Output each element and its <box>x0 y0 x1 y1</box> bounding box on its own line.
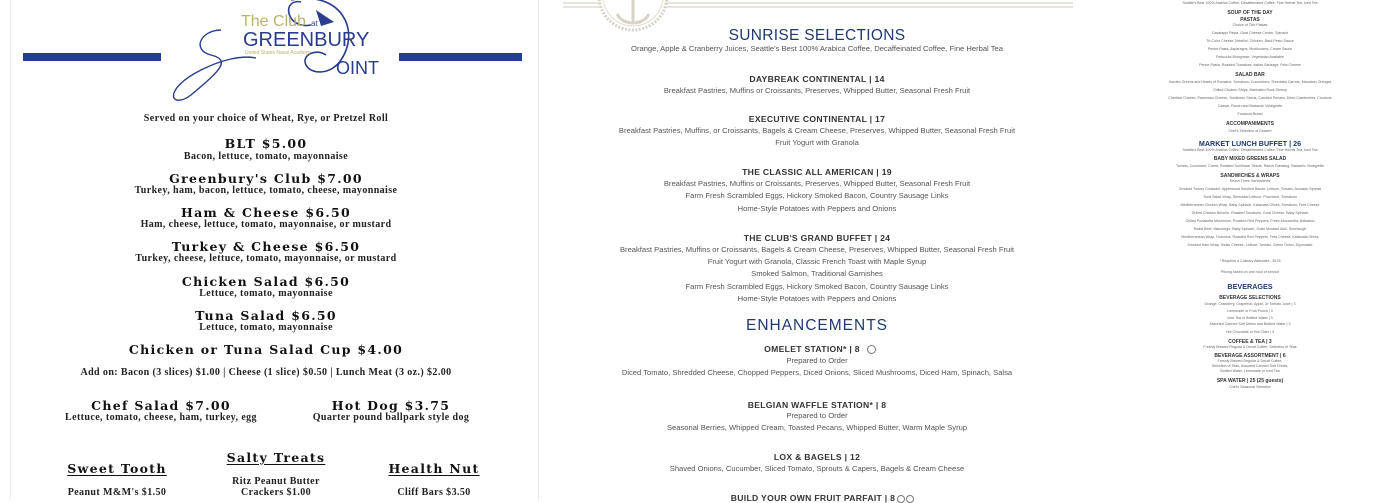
snack-item: Crackers $1.00 <box>240 487 312 498</box>
menu-heading: COFFEE & TEA | 3 <box>1228 339 1272 345</box>
svg-text:at: at <box>311 19 318 28</box>
enhancement-sub: Prepared to Order <box>786 356 848 365</box>
package-line: Smoked Salmon, Traditional Garnishes <box>751 269 883 278</box>
menu-heading: SPA WATER | 25 (25 guests) <box>1216 378 1284 384</box>
package-line: Breakfast Pastries, Muffins or Croissants, Preserves, Whipped Butter, Seasonal Fresh Fruit <box>663 86 971 95</box>
add-on-prices: Add on: Bacon (3 slices) $1.00 | Cheese (1 slice) $0.50 | Lunch Meat (3 oz.) $2.00 <box>80 367 452 378</box>
menu-line: * Requires a Culinary Attendant - $125 <box>1219 259 1281 263</box>
svg-text:The Club: The Club <box>241 13 306 30</box>
package-line: Fruit Yogurt with Granola, Classic French Toast with Maple Syrup <box>707 257 927 266</box>
svg-text:OINT: OINT <box>336 58 379 78</box>
menu-line: Caesar, Ranch and Balsamic Vinaigrette <box>1217 104 1283 108</box>
menu-heading: BABY MIXED GREENS SALAD <box>1213 156 1287 162</box>
package-name: THE CLASSIC ALL AMERICAN | 19 <box>742 167 892 177</box>
enhancement-desc: Seasonal Berries, Whipped Cream, Toasted Pecans, Whipped Butter, Warm Maple Syrup <box>666 423 968 432</box>
menu-line: Grilled Chicken Brioche, Roasted Tomatoes, Goat Cheese, Baby Spinach <box>1191 211 1309 215</box>
menu-line: Chef's Seasonal Selection <box>1229 385 1271 389</box>
package-line: Fruit Yogurt with Granola <box>775 138 859 147</box>
enhancement-name: BELGIAN WAFFLE STATION* | 8 <box>747 400 887 410</box>
menu-line: Pricing based on one hour of service <box>1220 270 1280 274</box>
menu-line: Chef's Selection of Dessert <box>1228 129 1272 133</box>
sweet-tooth-heading: Sweet Tooth <box>67 461 167 476</box>
menu-line: Cavatappi Pasta, Goat Cheese Cream, Spinach <box>1211 31 1289 35</box>
menu-line: Tri-Color Cheese Tortellini, Chicken, Basil Pesto Sauce <box>1206 39 1294 43</box>
menu-line: Seattle's Best 100% Arabica Coffee, Decaffeinated Coffee, Fine Herbal Tea, Iced Tea <box>1182 148 1318 152</box>
package-name: EXECUTIVE CONTINENTAL | 17 <box>748 114 886 124</box>
package-line: Farm Fresh Scrambled Eggs, Hickory Smoked Bacon, Country Sausage Links <box>685 191 949 200</box>
health-nut-heading: Health Nut <box>388 461 480 476</box>
menu-line: Choice of Two Pastas <box>1232 23 1268 27</box>
package-name: DAYBREAK CONTINENTAL | 14 <box>749 74 885 84</box>
menu-item-desc: Turkey, ham, bacon, lettuce, tomato, cheese, mayonnaise <box>134 185 398 196</box>
menu-line: Tuna Salad Wrap, Shredded Lettuce, Provolone, Tomatoes <box>1203 195 1297 199</box>
menu-item-desc: Lettuce, tomato, mayonnaise <box>199 288 333 299</box>
menu-heading: ACCOMPANIMENTS <box>1226 121 1274 127</box>
menu-line: Smoked Turkey Croissant, Applewood Smoked Bacon, Lettuce, Tomato, Avocado Spread <box>1179 187 1321 191</box>
menu-line: Selection of Teas, Assorted Canned Soft Drinks, <box>1211 364 1289 368</box>
menu-line: Focaccia Bread <box>1237 112 1263 116</box>
package-line: Breakfast Pastries, Muffins or Croissants, Bagels & Cream Cheese, Preserves, Whipped Butter, Seasonal Fresh Fruit <box>619 245 1015 254</box>
menu-line: Freshly Brewed Regular & Decaf Coffee, <box>1217 359 1283 363</box>
snack-item: Peanut M&M's $1.50 <box>67 487 167 498</box>
menu-line: Lemonade or Fruit Punch | 3 <box>1227 309 1273 313</box>
menu-item-name: Greenbury's Club $7.00 <box>169 171 363 186</box>
menu-line: Orange, Cranberry, Grapefruit, Apple, or Tomato Juice | 3 <box>1204 302 1296 306</box>
menu-heading: SOUP OF THE DAY <box>1227 10 1273 16</box>
menu-item-name: Ham & Cheese $6.50 <box>181 205 351 220</box>
chef-salad-name: Chef Salad $7.00 <box>91 398 231 413</box>
menu-line: Assorted Canned Soft Drinks and Bottled Water | 3 <box>1209 322 1291 326</box>
menu-item-desc: Ham, cheese, lettuce, tomato, mayonnaise, or mustard <box>140 219 392 230</box>
menu-line: Bottled Water, Lemonade or Iced Tea <box>1220 369 1280 373</box>
menu-item-name: Chicken Salad $6.50 <box>181 274 351 289</box>
chef-salad-desc: Lettuce, tomato, cheese, ham, turkey, egg <box>65 412 257 423</box>
snack-item: Cliff Bars $3.50 <box>397 487 471 498</box>
section-title-enhancements: ENHANCEMENTS <box>745 317 889 334</box>
enhancement-desc: Diced Tomato, Shredded Cheese, Chopped Peppers, Diced Onions, Sliced Mushrooms, Diced Ham, Spinach, Salsa <box>621 368 1013 377</box>
lunch-buffet-page <box>1100 0 1400 500</box>
menu-line: Penne Pasta, Roasted Tomatoes, Italian Sausage, Feta Cheese <box>1199 63 1301 67</box>
menu-heading: PASTAS <box>1240 17 1260 23</box>
menu-line: Select Three Sandwiches <box>1229 179 1271 183</box>
lunch-menu-page <box>10 0 539 500</box>
menu-line: Iced Tea or Bottled Water | 3 <box>1227 316 1273 320</box>
menu-item-desc: Lettuce, tomato, mayonnaise <box>199 322 333 333</box>
menu-line: Tomato, Cucumber, Carrot, Roasted Sunflower Seeds, Ranch Dressing, Balsamic Vinaigrette <box>1176 164 1324 168</box>
menu-line: Smoked Ham Wrap, Swiss Cheese, Lettuce, Tomato, Green Onion, Dijonnaise <box>1187 243 1313 247</box>
menu-item-name: Chicken or Tuna Salad Cup $4.00 <box>128 342 404 357</box>
menu-heading: SANDWICHES & WRAPS <box>1220 173 1280 179</box>
menu-line: Mediterranean Chicken Wrap, Baby Spinach, Kalamata Olives, Tomatoes, Feta Cheese <box>1180 203 1320 207</box>
menu-line: Penne Pasta, Asparagus, Mushrooms, Cream Sauce <box>1207 47 1293 51</box>
menu-heading: BEVERAGE ASSORTMENT | 6 <box>1214 353 1286 359</box>
menu-line: Cheddar Cheese, Parmesan Cheese, Sunflower Seeds, Candied Pecans, Dried Cranberries, Croutons <box>1168 96 1332 100</box>
bread-choice-note: Served on your choice of Wheat, Rye, or Pretzel Roll <box>143 113 389 124</box>
section-title-sunrise: SUNRISE SELECTIONS <box>728 27 906 44</box>
package-line: Farm Fresh Scrambled Eggs, Hickory Smoked Bacon, Country Sausage Links <box>685 282 949 291</box>
header-bar-left <box>23 53 161 61</box>
salty-treats-heading: Salty Treats <box>226 450 326 465</box>
section-subtitle: Orange, Apple & Cranberry Juices, Seattle's Best 100% Arabica Coffee, Decaffeinated Coffee, Fine Herbal Tea <box>631 44 1003 53</box>
hot-dog-name: Hot Dog $3.75 <box>331 398 451 413</box>
enhancement-name: OMELET STATION* | 8 <box>764 344 860 354</box>
menu-line: Grilled Chicken Strips, Marinated Rock Shrimp <box>1212 88 1288 92</box>
greenbury-point-logo <box>161 0 401 108</box>
menu-item-desc: Turkey, cheese, lettuce, tomato, mayonnaise, or mustard <box>135 253 397 264</box>
menu-line: Garden Greens and Hearts of Romaine, Tomatoes, Cucumbers, Shredded Carrots, Mandarin Oranges <box>1168 80 1332 84</box>
menu-heading: SALAD BAR <box>1235 72 1265 78</box>
package-name: THE CLUB'S GRAND BUFFET | 24 <box>743 233 891 243</box>
package-line: Breakfast Pastries, Muffins, or Croissants, Bagels & Cream Cheese, Preserves, Whipped Butter, Seasonal Fresh Fruit <box>618 126 1016 135</box>
enhancement-name: LOX & BAGELS | 12 <box>773 452 861 462</box>
menu-line: Mediterranean Wrap, Hummus, Roasted Red Peppers, Feta Cheese, Kalamata Olives <box>1181 235 1319 239</box>
menu-heading: BEVERAGE SELECTIONS <box>1219 295 1281 301</box>
menu-item-name: BLT $5.00 <box>224 136 308 151</box>
svg-text:GREENBURY: GREENBURY <box>243 29 370 51</box>
menu-heading: MARKET LUNCH BUFFET | 26 <box>1198 139 1302 148</box>
menu-line: Freshly Brewed Regular & Decaf Coffee, Selection of Teas <box>1203 345 1297 349</box>
menu-line: Roast Beef, Manchego, Baby Spinach, Grain Mustard Aioli, Sourdough <box>1193 227 1307 231</box>
snack-item: Ritz Peanut Butter <box>232 476 320 487</box>
menu-item-desc: Bacon, lettuce, tomato, mayonnaise <box>183 151 349 162</box>
enhancement-desc: Shaved Onions, Cucumber, Sliced Tomato, Sprouts & Capers, Bagels & Cream Cheese <box>669 464 965 473</box>
menu-line: Grilled Portabella Mushroom, Roasted Red Peppers, Fresh Mozzarella, Balsamic <box>1185 219 1315 223</box>
menu-line: Fettuccini Bolognese, Vegetarian Available <box>1216 55 1284 59</box>
menu-heading: BEVERAGES <box>1227 282 1273 291</box>
enhancement-sub: Prepared to Order <box>786 411 848 420</box>
header-bar-right <box>399 53 522 61</box>
menu-line: Seattle's Best 100% Arabica Coffee, Decaffeinated Coffee, Fine Herbal Tea, Iced Tea <box>1182 1 1318 5</box>
menu-item-name: Tuna Salad $6.50 <box>195 308 337 323</box>
menu-item-name: Turkey & Cheese $6.50 <box>171 239 361 254</box>
enhancement-name: BUILD YOUR OWN FRUIT PARFAIT | 8 <box>730 493 896 503</box>
hot-dog-desc: Quarter pound ballpark style dog <box>312 412 470 423</box>
menu-line: Hot Chocolate or Hot Cider | 3 <box>1225 330 1275 334</box>
chef-hat-icon <box>867 345 876 354</box>
gluten-free-icon <box>906 495 914 503</box>
package-line: Home-Style Potatoes with Peppers and Onions <box>737 204 897 213</box>
package-line: Home-Style Potatoes with Peppers and Onions <box>737 294 897 303</box>
package-line: Breakfast Pastries, Muffins or Croissants, Preserves, Whipped Butter, Seasonal Fresh Fruit <box>663 179 971 188</box>
vegetarian-icon <box>897 495 905 503</box>
breakfast-menu-page <box>545 0 1090 503</box>
svg-text:United States Naval Academy: United States Naval Academy <box>245 50 312 56</box>
